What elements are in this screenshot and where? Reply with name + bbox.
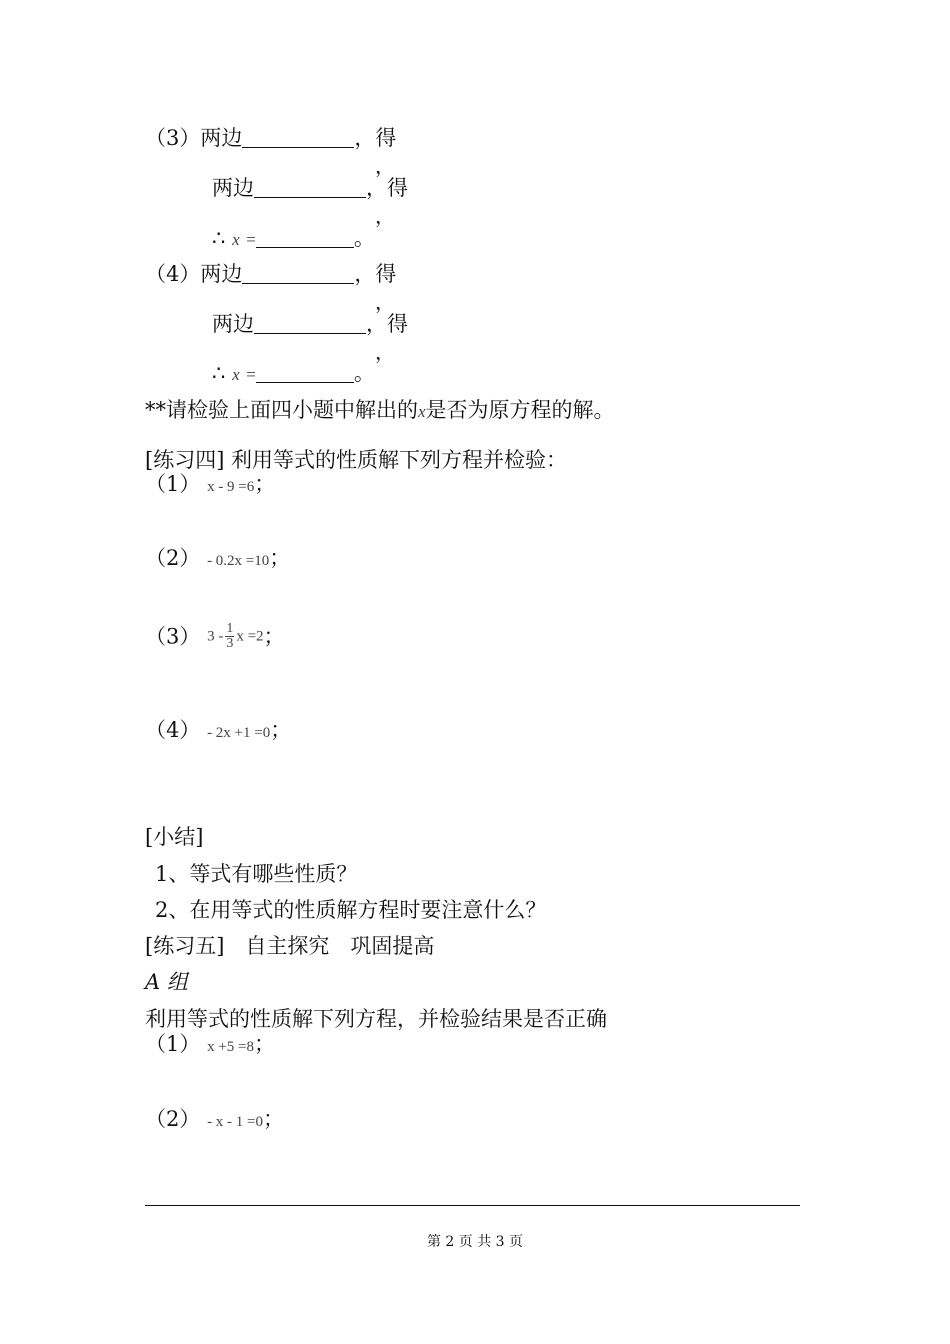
verify-note-post: 是否为原方程的解。 <box>425 398 615 422</box>
equation: x - 9 =6 <box>207 479 255 495</box>
step-label: 两边 <box>200 126 243 150</box>
fraction-denominator: 3 <box>226 636 234 651</box>
summary-question-1: 1、等式有哪些性质？ <box>155 862 358 886</box>
step-comma: ， <box>375 154 395 178</box>
item-number: （4） <box>145 718 201 742</box>
equation-pre: 3 - <box>207 628 224 645</box>
step-tail: ，得 <box>354 262 397 286</box>
fraction-numerator: 1 <box>226 621 234 636</box>
exercise-5-title: [练习五] 自主探究 巩固提高 <box>145 934 435 958</box>
item-end: ； <box>270 718 292 742</box>
step-comma: ， <box>375 340 395 364</box>
step-end: 。 <box>353 361 375 385</box>
exercise-4-item-3 <box>145 622 285 651</box>
exercise-4-item-1 <box>145 472 275 499</box>
item-end: ； <box>263 624 285 649</box>
step-label: 两边 <box>212 312 254 336</box>
fraction-one-third <box>225 622 234 651</box>
answer-blank[interactable] <box>242 283 354 284</box>
step-3-line-3 <box>212 226 375 252</box>
equation-post: x =2 <box>236 628 264 645</box>
step-tail: ，得 <box>354 126 397 150</box>
equals-sign: = <box>246 365 256 384</box>
item-end: ； <box>263 1107 285 1131</box>
exercise-4-item-4 <box>145 718 291 745</box>
exercise-5-item-2 <box>145 1107 284 1134</box>
step-number: （3） <box>145 126 201 150</box>
verify-note <box>145 398 615 424</box>
variable-x: x <box>232 230 240 249</box>
item-end: ； <box>254 472 276 496</box>
variable-x: x <box>232 365 240 384</box>
answer-blank[interactable] <box>256 382 354 383</box>
item-end: ； <box>253 1032 275 1056</box>
item-number: （2） <box>145 546 201 570</box>
answer-blank[interactable] <box>256 247 354 248</box>
equation: - x - 1 =0 <box>207 1114 264 1130</box>
exercise-5-item-1 <box>145 1032 275 1059</box>
page-footer: 第 2 页 共 3 页 <box>426 1234 524 1250</box>
item-number: （1） <box>145 472 201 496</box>
item-number: （1） <box>145 1032 201 1056</box>
step-tail: ，得 <box>366 312 408 336</box>
exercise-4-title: [练习四] 利用等式的性质解下列方程并检验： <box>145 448 568 472</box>
step-comma: ， <box>375 204 395 228</box>
exercise-5-instruction: 利用等式的性质解下列方程，并检验结果是否正确 <box>145 1007 607 1031</box>
item-number: （3） <box>145 624 201 649</box>
step-comma: ， <box>375 290 395 314</box>
summary-title: [小结] <box>145 825 204 849</box>
equals-sign: = <box>246 230 256 249</box>
step-number: （4） <box>145 262 201 286</box>
answer-blank[interactable] <box>254 197 366 198</box>
equation: - 0.2x =10 <box>207 553 270 569</box>
therefore-symbol: ∴ <box>212 361 226 385</box>
footer-divider <box>145 1205 800 1206</box>
exercise-4-item-2 <box>145 546 290 573</box>
step-3-line-2 <box>212 176 408 200</box>
step-tail: ，得 <box>366 176 408 200</box>
summary-question-2: 2、在用等式的性质解方程时要注意什么？ <box>155 898 547 922</box>
step-4-line-3 <box>212 361 375 387</box>
step-3-line-1 <box>145 126 396 150</box>
group-label: A 组 <box>145 970 188 994</box>
step-end: 。 <box>353 226 375 250</box>
step-4-line-2 <box>212 312 408 336</box>
therefore-symbol: ∴ <box>212 226 226 250</box>
variable-x: x <box>418 402 426 421</box>
step-4-line-1 <box>145 262 396 286</box>
answer-blank[interactable] <box>254 333 366 334</box>
item-number: （2） <box>145 1107 201 1131</box>
step-label: 两边 <box>200 262 243 286</box>
verify-note-pre: **请检验上面四小题中解出的 <box>145 398 418 422</box>
item-end: ； <box>269 546 291 570</box>
equation: x +5 =8 <box>207 1039 254 1055</box>
answer-blank[interactable] <box>242 147 354 148</box>
step-label: 两边 <box>212 176 254 200</box>
equation: - 2x +1 =0 <box>207 725 271 741</box>
